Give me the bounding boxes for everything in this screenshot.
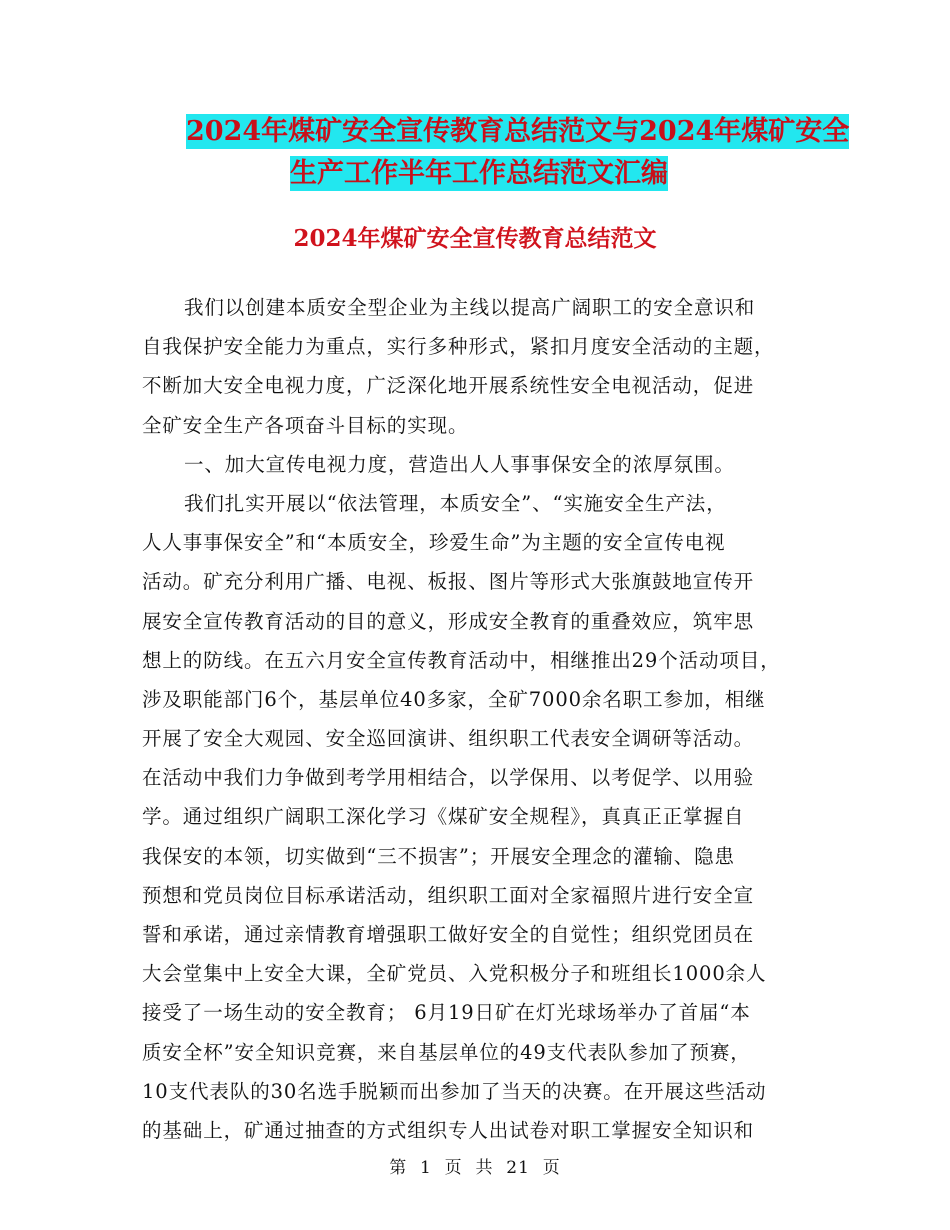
paragraph-line: 全矿安全生产各项奋斗目标的实现。 xyxy=(142,413,469,437)
paragraph-line: 涉及职能部门6个，基层单位40多家，全矿7000余名职工参加，相继 xyxy=(142,687,766,711)
paragraph-line: 大会堂集中上安全大课，全矿党员、入党积极分子和班组长1000余人 xyxy=(142,962,767,986)
paragraph-line: 不断加大安全电视力度，广泛深化地开展系统性安全电视活动，促进 xyxy=(142,374,755,398)
paragraph-line: 我保安的本领，切实做到“三不损害”；开展安全理念的灌输、隐患 xyxy=(142,844,735,868)
paragraph-line: 接受了一场生动的安全教育； 6月19日矿在灯光球场举办了首届“本 xyxy=(142,1001,751,1025)
paragraph-line: 我们扎实开展以“依法管理，本质安全”、“实施安全生产法， xyxy=(184,491,727,515)
paragraph-line: 的基础上，矿通过抽查的方式组织专人出试卷对职工掌握安全知识和 xyxy=(142,1118,755,1142)
document-title-highlight: 2024年煤矿安全宣传教育总结范文与2024年煤矿安全 xyxy=(186,116,850,147)
paragraph-line: 自我保护安全能力为重点，实行多种形式，紧扣月度安全活动的主题， xyxy=(142,335,775,359)
document-title-line-1 xyxy=(186,112,849,152)
paragraph-line: 10支代表队的30名选手脱颖而出参加了当天的决赛。在开展这些活动 xyxy=(142,1079,767,1103)
paragraph-line: 质安全杯”安全知识竞赛，来自基层单位的49支代表队参加了预赛， xyxy=(142,1040,751,1064)
paragraph-line: 学。通过组织广阔职工深化学习《煤矿安全规程》，真真正正掌握自 xyxy=(142,805,745,829)
paragraph-line: 我们以创建本质安全型企业为主线以提高广阔职工的安全意识和 xyxy=(184,296,756,319)
section-heading-line: 一、加大宣传电视力度，营造出人人事事保安全的浓厚氛围。 xyxy=(184,452,735,476)
paragraph-line: 活动。矿充分利用广播、电视、板报、图片等形式大张旗鼓地宣传开 xyxy=(142,570,755,594)
paragraph-line: 预想和党员岗位目标承诺活动，组织职工面对全家福照片进行安全宣 xyxy=(142,883,755,907)
paragraph-line: 展安全宣传教育活动的目的意义，形成安全教育的重叠效应，筑牢思 xyxy=(142,609,755,633)
page-footer: 第 1 页 共 21 页 xyxy=(389,1158,561,1178)
section-title: 2024年煤矿安全宣传教育总结范文 xyxy=(293,225,657,252)
document-title-line-2 xyxy=(290,154,668,194)
paragraph-line: 人人事事保安全”和“本质安全，珍爱生命”为主题的安全宣传电视 xyxy=(142,531,726,555)
body-text xyxy=(142,288,822,1150)
paragraph-line: 开展了安全大观园、安全巡回演讲、组织职工代表安全调研等活动。 xyxy=(142,727,755,751)
paragraph-line: 想上的防线。在五六月安全宣传教育活动中，相继推出29个活动项目， xyxy=(142,648,781,672)
paragraph-line: 在活动中我们力争做到考学用相结合，以学保用、以考促学、以用验 xyxy=(142,766,755,790)
document-title-highlight: 生产工作半年工作总结范文汇编 xyxy=(290,158,668,189)
paragraph-line: 誓和承诺，通过亲情教育增强职工做好安全的自觉性；组织党团员在 xyxy=(142,923,755,946)
